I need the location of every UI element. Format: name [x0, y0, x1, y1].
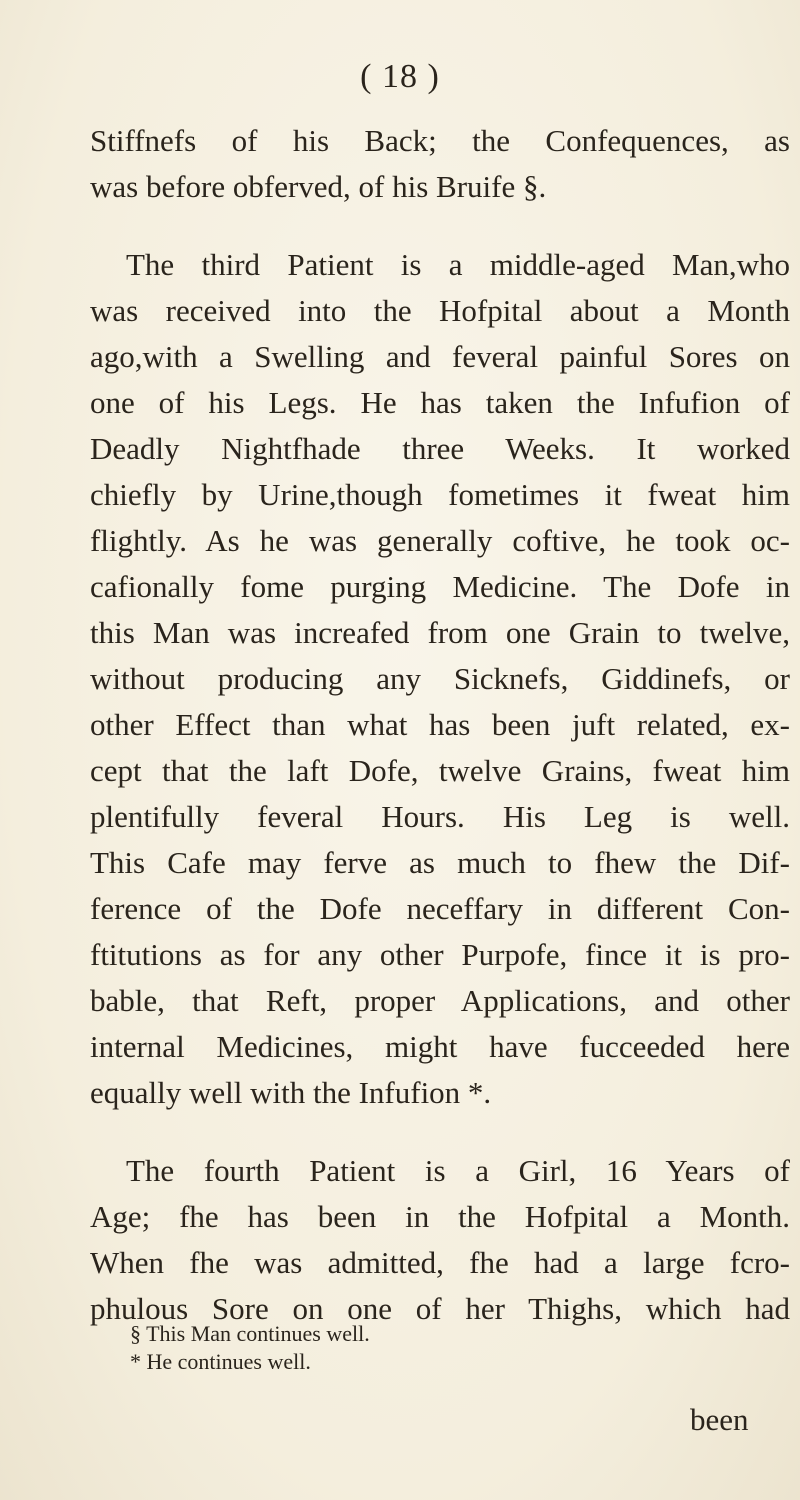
page-number: ( 18 ) [360, 58, 440, 95]
text-line: bable, that Reft, proper Applications, and other [90, 983, 790, 1018]
text-line: plentifully feveral Hours. His Leg is well. [90, 799, 790, 834]
text-line: Stiffnefs of his Back; the Confequences, as [90, 123, 790, 158]
text-line: cafionally fome purging Medicine. The Dofe in [90, 569, 790, 604]
text-line: When fhe was admitted, fhe had a large fcro- [90, 1245, 790, 1280]
text-line: equally well with the Infufion *. [90, 1075, 492, 1110]
text-line: ago,with a Swelling and feveral painful Sores on [90, 339, 790, 374]
text-line: flightly. As he was generally coftive, he took oc- [90, 523, 790, 558]
text-line: other Effect than what has been juft related, ex- [90, 707, 790, 742]
footnotes [130, 1320, 730, 1376]
catchword: been [690, 1402, 749, 1437]
text-line: without producing any Sicknefs, Giddinefs, or [90, 661, 790, 696]
text-line: ftitutions as for any other Purpofe, fince it is pro- [90, 937, 790, 972]
text-line: Deadly Nightfhade three Weeks. It worked [90, 431, 790, 466]
text-line: was before obferved, of his Bruife §. [90, 169, 547, 204]
text-line: chiefly by Urine,though fometimes it fweat him [90, 477, 790, 512]
text-line: internal Medicines, might have fucceeded here [90, 1029, 790, 1064]
text-line: Age; fhe has been in the Hofpital a Month. [90, 1199, 790, 1234]
text-line: phulous Sore on one of her Thighs, which had [90, 1291, 790, 1326]
text-line: was received into the Hofpital about a Month [90, 293, 790, 328]
footnote: § This Man continues well. [130, 1321, 370, 1346]
text-line: ference of the Dofe neceffary in different Con- [90, 891, 790, 926]
body-text [90, 118, 790, 1332]
text-line: The third Patient is a middle-aged Man,who [126, 247, 790, 282]
text-line: This Cafe may ferve as much to fhew the Dif- [90, 845, 790, 880]
text-line: one of his Legs. He has taken the Infufion of [90, 385, 790, 420]
text-line: cept that the laft Dofe, twelve Grains, fweat him [90, 753, 790, 788]
text-line: The fourth Patient is a Girl, 16 Years of [126, 1153, 790, 1188]
footnote: * He continues well. [130, 1349, 311, 1374]
text-line: this Man was increafed from one Grain to twelve, [90, 615, 790, 650]
